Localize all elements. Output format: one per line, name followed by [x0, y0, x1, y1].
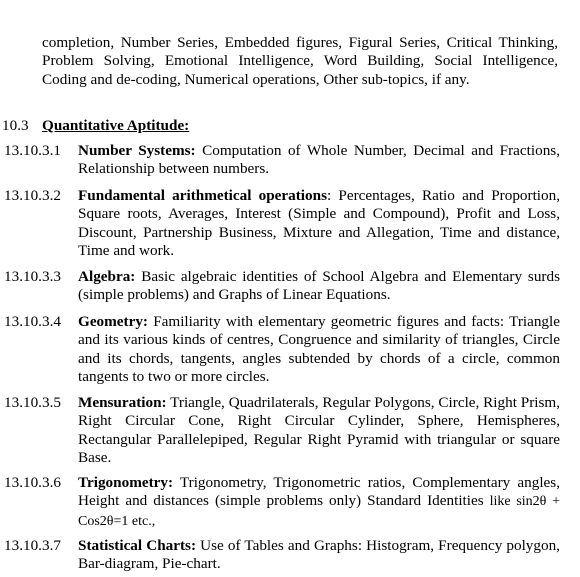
- item-text: Triangle, Quadrilaterals, Regular Polygons, Circle, Right Prism, Right Circular Cone, Right Circular Cylinder, Sphere, Hemispheres, Rectangular Parallelepiped, Regular Right Pyramid with triangular or square Base.: [78, 394, 560, 466]
- item-body: [78, 142, 560, 179]
- item-text: Computation of Whole Number, Decimal and Fractions, Relationship between numbers.: [78, 142, 560, 178]
- intro-paragraph: completion, Number Series, Embedded figures, Figural Series, Critical Thinking, Problem Solving, Emotional Intelligence, Word Building, Social Intelligence, Coding and de-coding, Numerical operations, Other sub-topics, if any.: [42, 34, 558, 88]
- item-body: [78, 268, 560, 305]
- item-number: 13.10.3.2: [4, 187, 61, 204]
- section-number: 10.3: [2, 117, 29, 134]
- list-item: [4, 474, 560, 531]
- item-body: [78, 313, 560, 386]
- item-number: 13.10.3.3: [4, 268, 61, 285]
- item-body: [78, 187, 560, 260]
- list-item: [4, 394, 560, 467]
- item-lead: Mensuration:: [78, 394, 167, 411]
- list-item: [4, 537, 560, 574]
- item-lead: Trigonometry:: [78, 474, 174, 491]
- item-number: 13.10.3.6: [4, 474, 61, 491]
- item-body: [78, 394, 560, 467]
- item-lead: Algebra:: [78, 268, 136, 285]
- item-text: Trigonometry, Trigonometric ratios, Complementary angles, Height and distances (simple problems only) Standard Identities: [78, 474, 560, 510]
- item-body: [78, 474, 560, 531]
- list-item: [4, 313, 560, 386]
- item-text: : Percentages, Ratio and Proportion, Square roots, Averages, Interest (Simple and Compound), Profit and Loss, Discount, Partnership Business, Mixture and Allegation, Time and distance, Time and work.: [78, 187, 560, 259]
- list-item: [4, 268, 560, 305]
- list-item: [4, 187, 560, 260]
- item-lead: Fundamental arithmetical operations: [78, 187, 327, 204]
- item-number: 13.10.3.1: [4, 142, 61, 159]
- list-item: [4, 142, 560, 179]
- item-text: Use of Tables and Graphs: Histogram, Frequency polygon, Bar-diagram, Pie-chart.: [78, 537, 560, 573]
- item-number: 13.10.3.5: [4, 394, 61, 411]
- section-heading: [2, 117, 189, 135]
- item-number: 13.10.3.7: [4, 537, 61, 554]
- item-identity-text: like sin2θ + Cos2θ=1 etc.,: [78, 494, 560, 529]
- item-lead: Geometry:: [78, 313, 148, 330]
- section-title: Quantitative Aptitude:: [42, 117, 190, 134]
- item-text: Basic algebraic identities of School Algebra and Elementary surds (simple problems) and Graphs of Linear Equations.: [78, 268, 560, 304]
- item-body: [78, 537, 560, 574]
- item-lead: Number Systems:: [78, 142, 196, 159]
- item-number: 13.10.3.4: [4, 313, 61, 330]
- item-lead: Statistical Charts:: [78, 537, 197, 554]
- item-text: Familiarity with elementary geometric figures and facts: Triangle and its various kinds of centres, Congruence and similarity of triangles, Circle and its chords, tangents, angles subtended by chords of a circle, common tangents to two or more circles.: [78, 313, 560, 385]
